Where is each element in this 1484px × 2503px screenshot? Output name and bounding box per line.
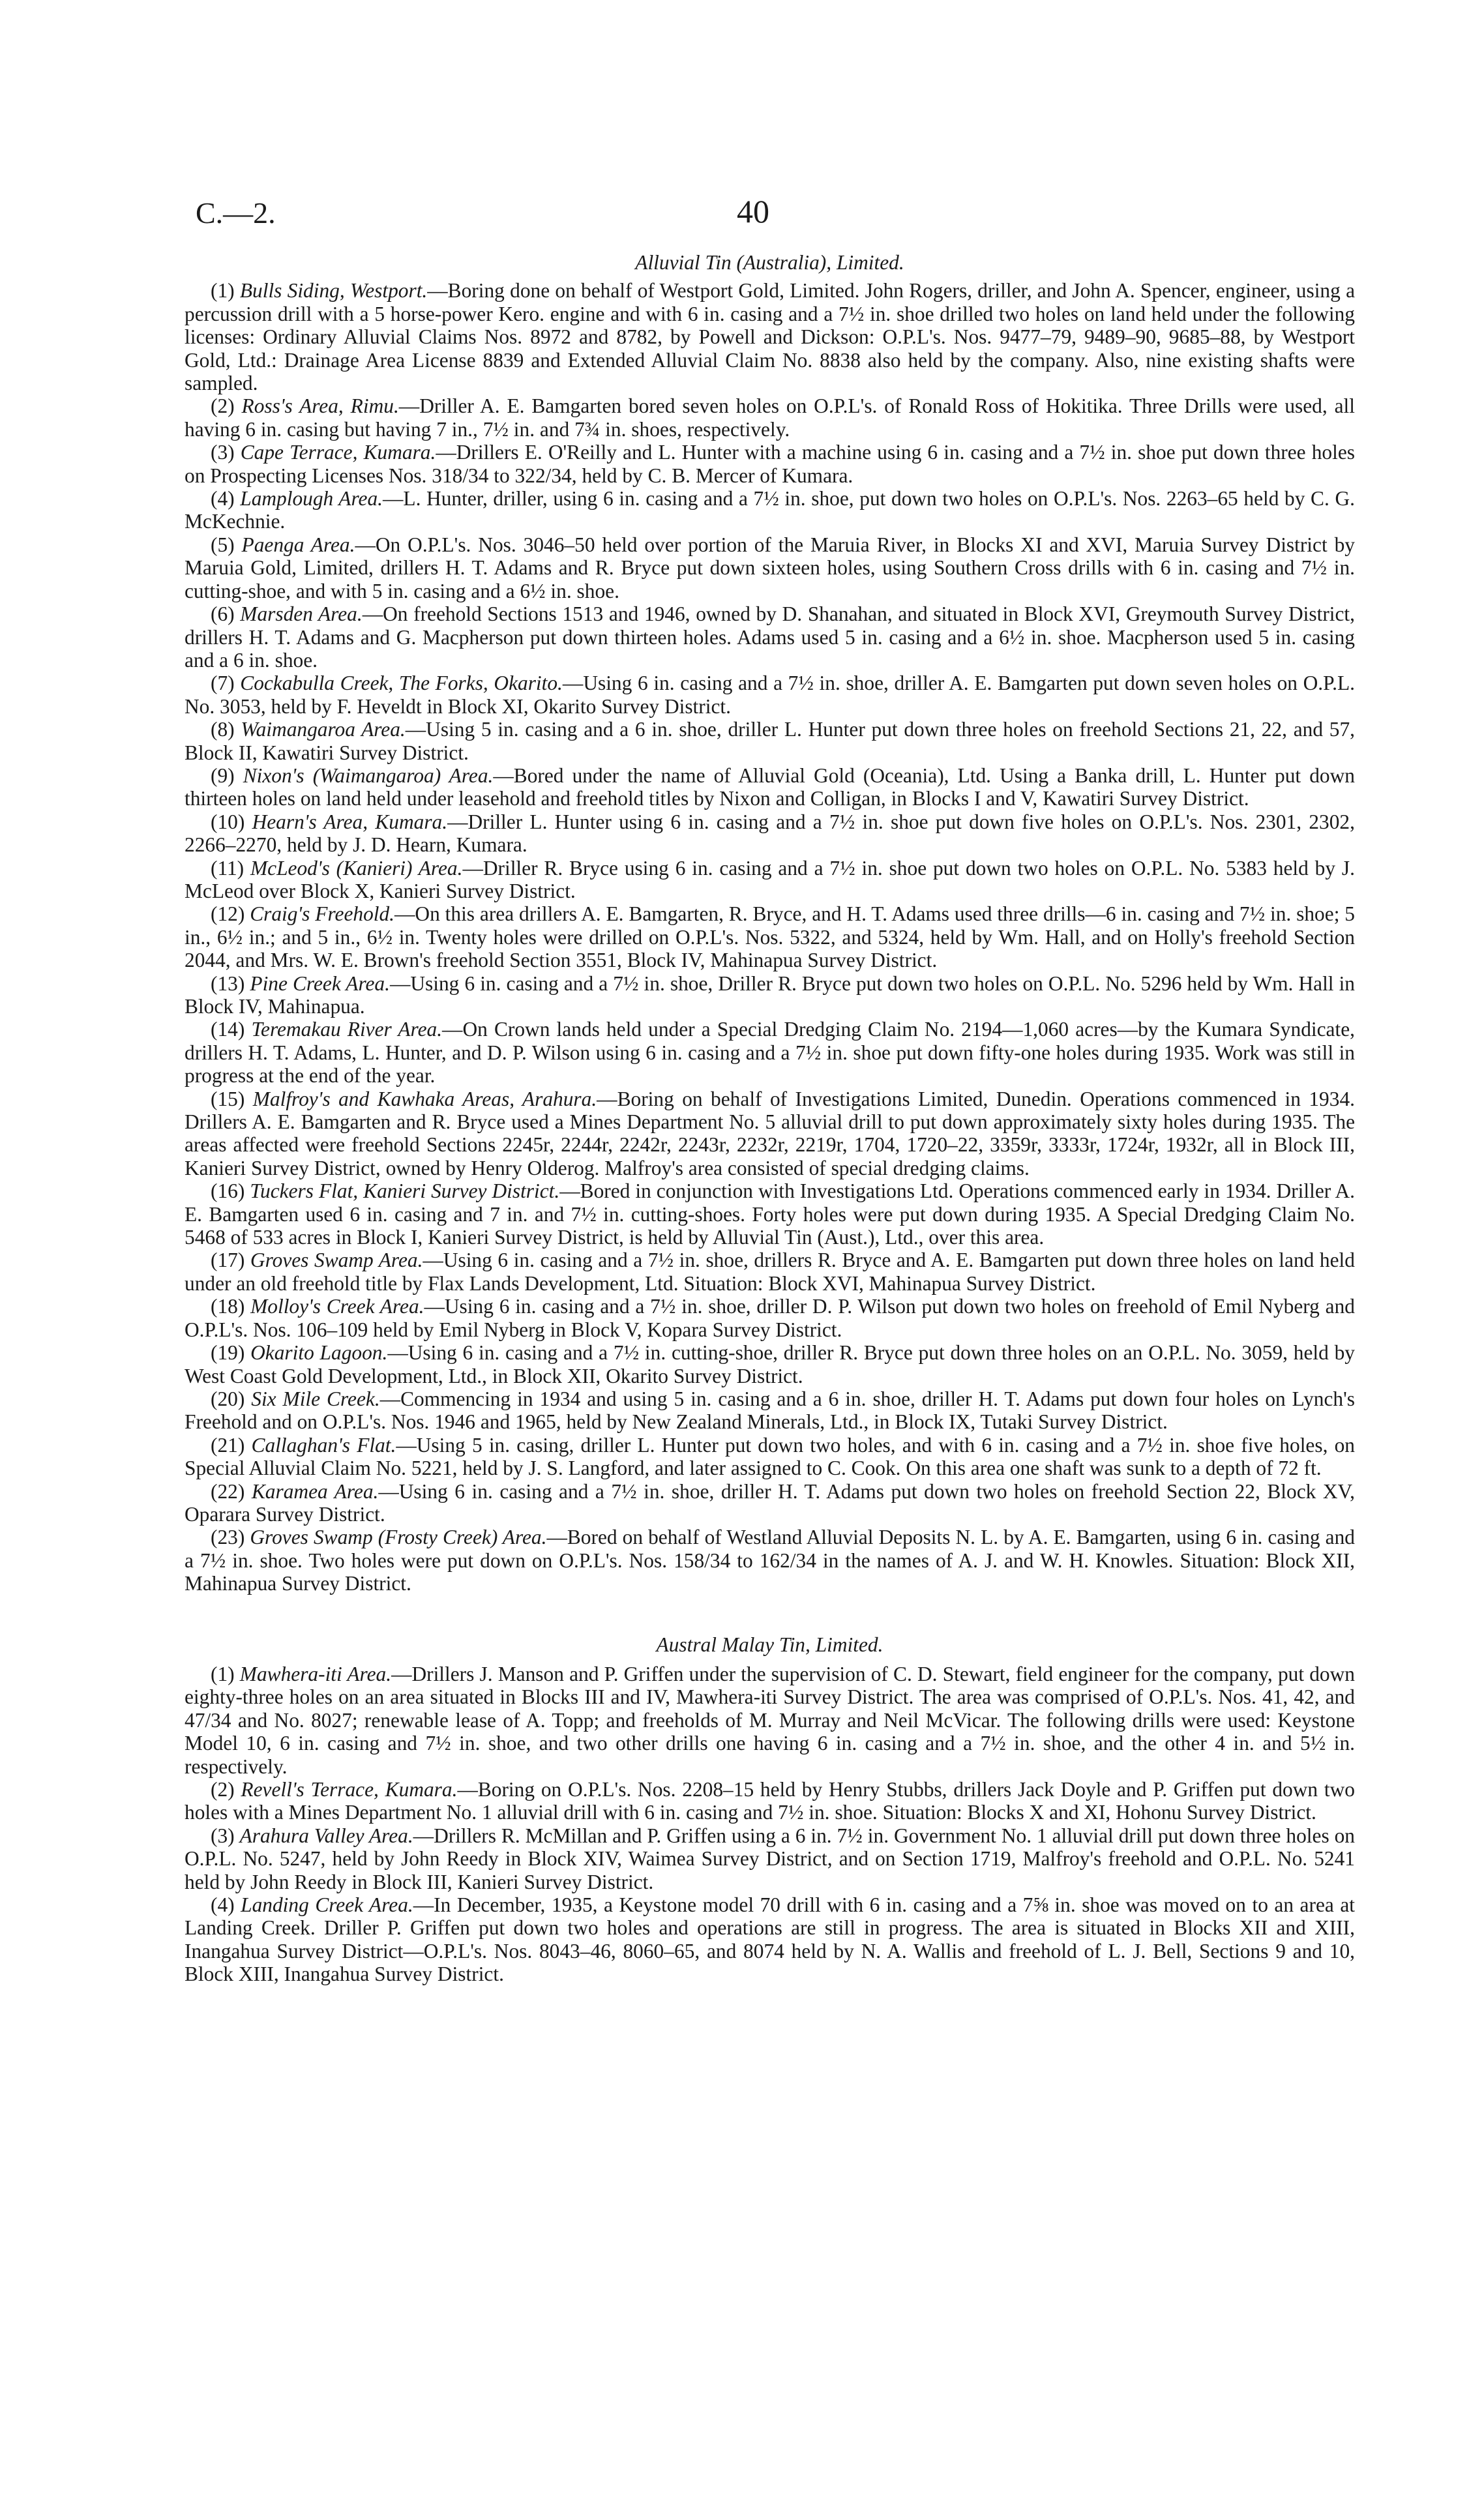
paragraph-text: —On freehold Sections 1513 and 1946, owned by D. Shanahan, and situated in Block XVI, Greymouth Survey District, drillers H. T. Adams and G. Macpherson put down thirteen holes. Adams used 5 in. casing and a 6½ in. shoe. Macpherson used 5 in. casing and a 6 in. shoe. (185, 602, 1355, 672)
area-name: Craig's Freehold. (250, 902, 395, 926)
report-paragraph (185, 972, 1355, 1018)
paragraph-text: —Driller L. Hunter using 6 in. casing and a 7½ in. shoe put down five holes on O.P.L's. Nos. 2301, 2302, 2266–2270, held by J. D. Hearn, Kumara. (185, 810, 1355, 857)
area-name: McLeod's (Kanieri) Area. (250, 856, 463, 880)
area-name: Mawhera-iti Area. (239, 1662, 392, 1685)
report-paragraph (185, 441, 1355, 487)
paragraph-text: —Boring on behalf of Investigations Limited, Dunedin. Operations commenced in 1934. Drillers A. E. Bamgarten and R. Bryce used a Mines Department No. 5 alluvial drill to put down approximately sixty holes during 1935. The areas affected were freehold Sections 2245r, 2244r, 2242r, 2243r, 2232r, 2219r, 1704, 1720–22, 3359r, 3333r, 1724r, 1932r, all in Block III, Kanieri Survey District, owned by Henry Olderog. Malfroy's area consisted of special dredging claims. (185, 1087, 1355, 1179)
area-name: Cape Terrace, Kumara. (240, 441, 436, 464)
report-paragraph (185, 1179, 1355, 1249)
paragraph-text: —Boring on O.P.L's. Nos. 2208–15 held by Henry Stubbs, drillers Jack Doyle and P. Griffen put down two holes with a Mines Department No. 1 alluvial drill with 6 in. casing and 7½ in. shoe. Situation: Blocks X and XI, Hohonu Survey District. (185, 1778, 1355, 1824)
area-name: Teremakau River Area. (251, 1018, 443, 1041)
paragraph-text: —Driller R. Bryce using 6 in. casing and a 7½ in. shoe put down two holes on O.P.L. No. 5383 held by J. McLeod over Block X, Kanieri Survey District. (185, 856, 1355, 902)
area-name: Tuckers Flat, Kanieri Survey District. (250, 1179, 560, 1203)
paragraph-number: (3) (211, 441, 235, 464)
paragraph-number: (11) (211, 856, 245, 880)
sections-container (185, 251, 1355, 1986)
report-paragraph (185, 764, 1355, 810)
area-name: Bulls Siding, Westport. (239, 279, 428, 303)
report-paragraph (185, 810, 1355, 857)
area-name: Groves Swamp Area. (250, 1249, 423, 1272)
paragraph-text: —Bored in conjunction with Investigations Ltd. Operations commenced early in 1934. Driller A. E. Bamgarten used 6 in. casing and 7 in. and 7½ in. cutting-shoes. Forty holes were put down during 1935. A Special Dredging Claim No. 5468 of 533 acres in Block I, Kanieri Survey District, is held by Alluvial Tin (Aust.), Ltd., over this area. (185, 1179, 1355, 1249)
section-code: C.—2. (196, 196, 276, 230)
paragraph-text: —In December, 1935, a Keystone model 70 drill with 6 in. casing and a 7⅝ in. shoe was moved on to an area at Landing Creek. Driller P. Griffen put down two holes and operations are still in progress. The area is situated in Blocks XII and XIII, Inangahua Survey District—O.P.L's. Nos. 8043–46, 8060–65, and 8074 held by N. A. Wallis and freehold of L. J. Bell, Sections 9 and 10, Block XIII, Inangahua Survey District. (185, 1893, 1355, 1986)
paragraph-number: (21) (211, 1433, 245, 1457)
paragraph-number: (16) (211, 1179, 245, 1203)
paragraph-number: (2) (211, 1778, 235, 1801)
paragraph-text: —Bored under the name of Alluvial Gold (Oceania), Ltd. Using a Banka drill, L. Hunter put down thirteen holes on land held under leasehold and freehold titles by Nixon and Colligan, in Blocks I and V, Kawatiri Survey District. (185, 763, 1355, 810)
paragraph-text: —Drillers J. Manson and P. Griffen under the supervision of C. D. Stewart, field engineer for the company, put down eighty-three holes on an area situated in Blocks III and IV, Mawhera-iti Survey District. The area was comprised of O.P.L's. Nos. 41, 42, and 47/34 and No. 8027; renewable lease of A. Topp; and freeholds of M. Murray and Neil McVicar. The following drills were used: Keystone Model 10, 6 in. casing and 7½ in. shoe, and two other drills one having 6 in. casing and a 7½ in. shoe, and the other 4 in. and 5½ in. respectively. (185, 1662, 1355, 1778)
paragraph-number: (3) (211, 1824, 235, 1847)
report-paragraph (185, 1824, 1355, 1893)
area-name: Marsden Area. (240, 602, 363, 626)
paragraph-text: —Using 5 in. casing and a 6 in. shoe, driller L. Hunter put down three holes on freehold Sections 21, 22, and 57, Block II, Kawatiri Survey District. (185, 718, 1355, 764)
area-name: Landing Creek Area. (241, 1893, 413, 1917)
report-section (185, 251, 1355, 1595)
paragraph-text: —On this area drillers A. E. Bamgarten, R. Bryce, and H. T. Adams used three drills—6 in. casing and 7½ in. shoe; 5 in., 6½ in.; and 5 in., 6½ in. Twenty holes were drilled on O.P.L's. Nos. 5322, and 5324, held by Wm. Hall, and on Holly's freehold Section 2044, and Mrs. W. E. Brown's freehold Section 3551, Block IV, Mahinapua Survey District. (185, 902, 1355, 972)
report-paragraph (185, 1480, 1355, 1526)
paragraph-number: (9) (211, 763, 235, 787)
report-paragraph (185, 672, 1355, 718)
area-name: Malfroy's and Kawhaka Areas, Arahura. (252, 1087, 597, 1110)
paragraph-number: (17) (211, 1249, 245, 1272)
paragraph-text: —Using 6 in. casing and a 7½ in. shoe, Driller R. Bryce put down two holes on O.P.L. No. 5296 held by Wm. Hall in Block IV, Mahinapua. (185, 971, 1355, 1018)
report-paragraph (185, 1663, 1355, 1778)
area-name: Lamplough Area. (240, 487, 383, 511)
paragraph-number: (5) (211, 533, 235, 556)
report-body (185, 251, 1355, 1986)
page-number: 40 (737, 193, 769, 230)
report-paragraph (185, 1088, 1355, 1180)
paragraph-text: —Bored on behalf of Westland Alluvial Deposits N. L. by A. E. Bamgarten, using 6 in. casing and a 7½ in. shoe. Two holes were put down on O.P.L's. Nos. 158/34 to 162/34 in the names of A. J. and W. H. Knowles. Situation: Block XII, Mahinapua Survey District. (185, 1526, 1355, 1595)
paragraph-text: —Using 6 in. casing and a 7½ in. shoe, driller A. E. Bamgarten put down seven holes on O.P.L. No. 3053, held by F. Heveldt in Block XI, Okarito Survey District. (185, 672, 1355, 718)
report-paragraph (185, 533, 1355, 602)
area-name: Callaghan's Flat. (251, 1433, 396, 1457)
paragraph-text: —Using 5 in. casing, driller L. Hunter put down two holes, and with 6 in. casing and a 7½ in. shoe five holes, on Special Alluvial Claim No. 5221, held by J. S. Langford, and later assigned to C. Cook. On this area one shaft was sunk to a depth of 72 ft. (185, 1433, 1355, 1480)
report-paragraph (185, 394, 1355, 441)
area-name: Revell's Terrace, Kumara. (241, 1778, 458, 1801)
report-paragraph (185, 1387, 1355, 1434)
section-title: Alluvial Tin (Australia), Limited. (635, 251, 904, 274)
area-name: Molloy's Creek Area. (250, 1295, 424, 1318)
report-paragraph (185, 902, 1355, 971)
area-name: Six Mile Creek. (251, 1387, 380, 1410)
report-paragraph (185, 1526, 1355, 1595)
area-name: Pine Creek Area. (250, 971, 390, 995)
area-name: Cockabulla Creek, The Forks, Okarito. (240, 672, 563, 695)
paragraph-text: —Drillers E. O'Reilly and L. Hunter with a machine using 6 in. casing and a 7½ in. shoe put down three holes on Prospecting Licenses Nos. 318/34 to 322/34, held by C. B. Mercer of Kumara. (185, 441, 1355, 487)
paragraph-number: (8) (211, 718, 235, 741)
report-paragraph (185, 602, 1355, 672)
report-paragraph (185, 1434, 1355, 1480)
paragraph-text: —Using 6 in. casing and a 7½ in. shoe, drillers R. Bryce and A. E. Bamgarten put down three holes on land held under an old freehold title by Flax Lands Development, Ltd. Situation: Block XVI, Mahinapua Survey District. (185, 1249, 1355, 1295)
paragraph-text: —Using 6 in. casing and a 7½ in. shoe, driller D. P. Wilson put down two holes on freehold of Emil Nyberg and O.P.L's. Nos. 106–109 held by Emil Nyberg in Block V, Kopara Survey District. (185, 1295, 1355, 1341)
paragraph-text: —Commencing in 1934 and using 5 in. casing and a 6 in. shoe, driller H. T. Adams put down four holes on Lynch's Freehold and on O.P.L's. Nos. 1946 and 1965, held by New Zealand Minerals, Ltd., in Block IX, Tutaki Survey District. (185, 1387, 1355, 1434)
area-name: Hearn's Area, Kumara. (252, 810, 448, 833)
paragraph-text: —L. Hunter, driller, using 6 in. casing and a 7½ in. shoe, put down two holes on O.P.L's. Nos. 2263–65 held by C. G. McKechnie. (185, 487, 1355, 533)
paragraph-number: (12) (211, 902, 245, 926)
paragraph-text: —Drillers R. McMillan and P. Griffen using a 6 in. 7½ in. Government No. 1 alluvial drill put down three holes on O.P.L. No. 5247, held by John Reedy in Block XIV, Waimea Survey District, and on Section 1719, Malfroy's freehold and O.P.L. No. 5241 held by John Reedy in Block III, Kanieri Survey District. (185, 1824, 1355, 1893)
paragraph-number: (20) (211, 1387, 245, 1410)
paragraph-number: (18) (211, 1295, 245, 1318)
report-paragraph (185, 487, 1355, 533)
paragraph-text: —Boring done on behalf of Westport Gold, Limited. John Rogers, driller, and John A. Spencer, engineer, using a percussion drill with a 5 horse-power Kero. engine and with 6 in. casing and a 7½ in. shoe drilled two holes on land held under the following licenses: Ordinary Alluvial Claims Nos. 8972 and 8782, by Powell and Dickson: O.P.L's. Nos. 9477–79, 9489–90, 9685–88, by Westport Gold, Ltd.: Drainage Area License 8839 and Extended Alluvial Claim No. 8838 also held by the company. Also, nine existing shafts were sampled. (185, 279, 1355, 395)
paragraph-number: (4) (211, 487, 235, 511)
area-name: Okarito Lagoon. (250, 1341, 388, 1365)
report-paragraph (185, 857, 1355, 903)
paragraph-number: (2) (211, 394, 235, 418)
paragraph-text: —Using 6 in. casing and a 7½ in. shoe, driller H. T. Adams put down two holes on freehold Section 22, Block XV, Oparara Survey District. (185, 1479, 1355, 1526)
paragraph-number: (23) (211, 1526, 245, 1549)
report-paragraph (185, 718, 1355, 764)
area-name: Waimangaroa Area. (241, 718, 406, 741)
area-name: Arahura Valley Area. (239, 1824, 413, 1847)
section-title: Austral Malay Tin, Limited. (656, 1633, 883, 1656)
report-paragraph (185, 279, 1355, 394)
paragraph-number: (19) (211, 1341, 245, 1365)
paragraph-number: (1) (211, 1662, 235, 1685)
paragraph-number: (15) (211, 1087, 245, 1110)
paragraph-number: (6) (211, 602, 235, 626)
area-name: Karamea Area. (251, 1479, 379, 1503)
paragraph-text: —Using 6 in. casing and a 7½ in. cutting-shoe, driller R. Bryce put down three holes on an O.P.L. No. 3059, held by West Coast Gold Development, Ltd., in Block XII, Okarito Survey District. (185, 1341, 1355, 1387)
report-paragraph (185, 1249, 1355, 1295)
area-name: Ross's Area, Rimu. (241, 394, 399, 418)
report-paragraph (185, 1778, 1355, 1824)
paragraph-number: (10) (211, 810, 245, 833)
paragraph-number: (14) (211, 1018, 245, 1041)
paragraph-text: —Driller A. E. Bamgarten bored seven holes on O.P.L's. of Ronald Ross of Hokitika. Three Drills were used, all having 6 in. casing but having 7 in., 7½ in. and 7¾ in. shoes, respectively. (185, 394, 1355, 441)
paragraph-number: (1) (211, 279, 235, 303)
report-paragraph (185, 1295, 1355, 1341)
area-name: Nixon's (Waimangaroa) Area. (243, 763, 494, 787)
paragraph-number: (13) (211, 971, 245, 995)
paragraph-text: —On O.P.L's. Nos. 3046–50 held over portion of the Maruia River, in Blocks XI and XVI, Maruia Survey District by Maruia Gold, Limited, drillers H. T. Adams and R. Bryce put down sixteen holes, using Southern Cross drills with 6 in. casing and 7½ in. cutting-shoe, and with 5 in. casing and a 6½ in. shoe. (185, 533, 1355, 602)
paragraph-number: (4) (211, 1893, 235, 1917)
report-paragraph (185, 1893, 1355, 1986)
report-paragraph (185, 1341, 1355, 1387)
paragraph-text: —On Crown lands held under a Special Dredging Claim No. 2194—1,060 acres—by the Kumara Syndicate, drillers H. T. Adams, L. Hunter, and D. P. Wilson using 6 in. casing and a 7½ in. shoe put down fifty-one holes during 1935. Work was still in progress at the end of the year. (185, 1018, 1355, 1088)
paragraph-number: (22) (211, 1479, 245, 1503)
area-name: Paenga Area. (241, 533, 355, 556)
report-section (185, 1633, 1355, 1986)
report-paragraph (185, 1018, 1355, 1087)
area-name: Groves Swamp (Frosty Creek) Area. (250, 1526, 547, 1549)
paragraph-number: (7) (211, 672, 235, 695)
